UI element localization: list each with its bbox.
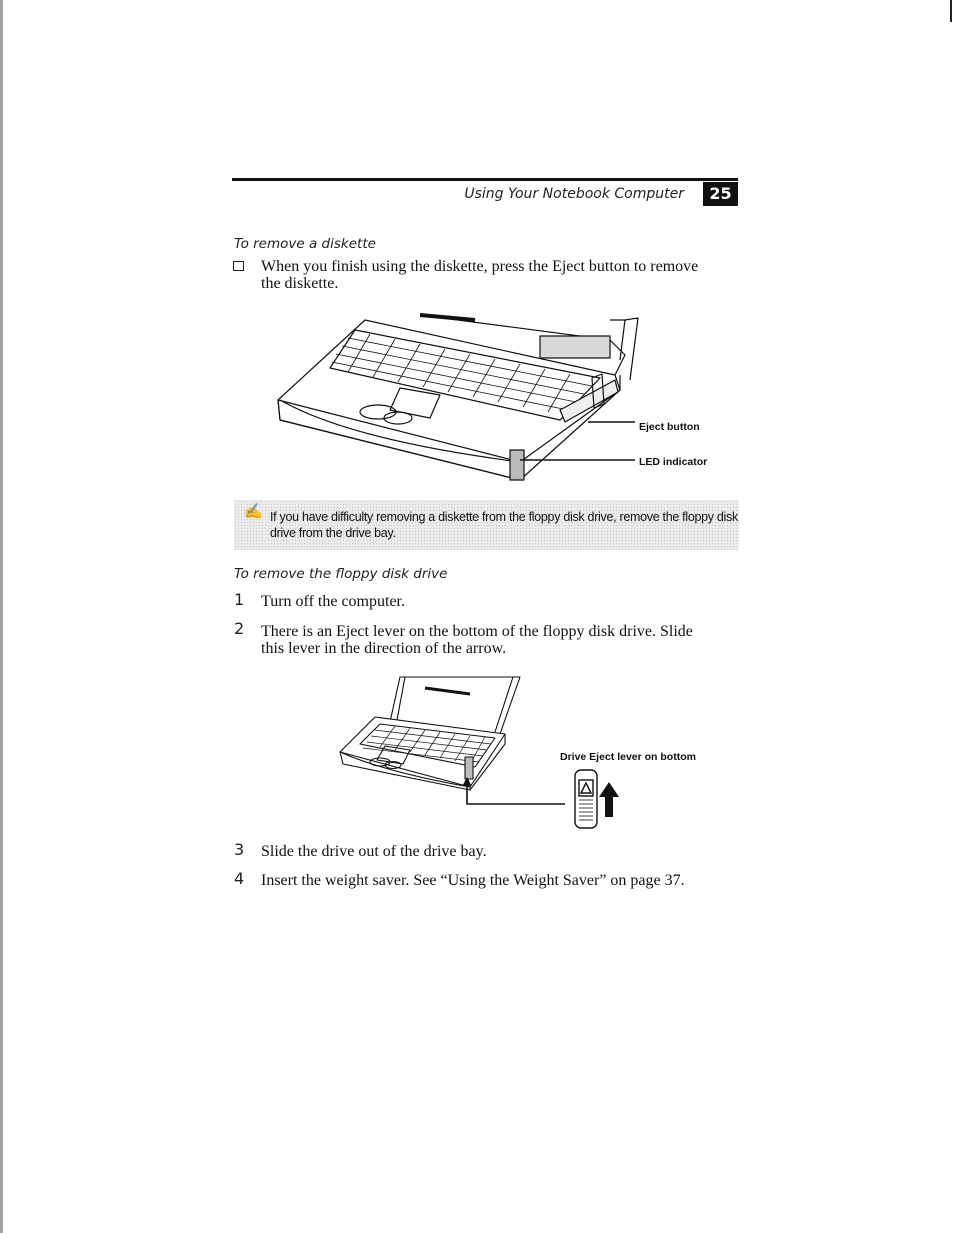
scan-left-edge <box>0 0 3 1233</box>
step-text: Turn off the computer. <box>261 593 405 610</box>
page-number: 25 <box>703 182 738 206</box>
section-heading-remove-diskette: To remove a diskette <box>234 236 376 252</box>
step-text: Insert the weight saver. See “Using the Weight Saver” on page 37. <box>261 872 685 889</box>
step-number: 2 <box>234 619 245 638</box>
section-heading-remove-drive: To remove the floppy disk drive <box>234 566 448 582</box>
checkbox-bullet-icon <box>233 261 244 271</box>
step-number: 1 <box>234 590 245 609</box>
step-text: this lever in the direction of the arrow. <box>261 640 507 657</box>
step-text: There is an Eject lever on the bottom of the floppy disk drive. Slide <box>261 623 693 640</box>
scan-right-edge <box>950 0 952 22</box>
note-text <box>270 509 740 541</box>
instruction-line-1: When you finish using the diskette, press the Eject button to remove <box>261 258 699 275</box>
callout-led-indicator: LED indicator <box>639 456 708 468</box>
header-rule <box>232 178 738 181</box>
instruction-line-2: the diskette. <box>261 275 339 292</box>
notebook-eject-illustration <box>270 300 650 490</box>
callout-drive-eject-lever: Drive Eject lever on bottom <box>560 751 696 763</box>
note-line-1: If you have difficulty removing a diskette from the floppy disk drive, remove the floppy disk <box>270 510 738 524</box>
callout-eject-button: Eject button <box>639 421 700 433</box>
step-number: 4 <box>234 869 245 888</box>
note-line-2: drive from the drive bay. <box>270 526 396 540</box>
step-text: Slide the drive out of the drive bay. <box>261 843 487 860</box>
running-header: Using Your Notebook Computer <box>464 186 684 202</box>
pencil-note-icon: ✍ <box>244 504 263 520</box>
step-number: 3 <box>234 840 245 859</box>
